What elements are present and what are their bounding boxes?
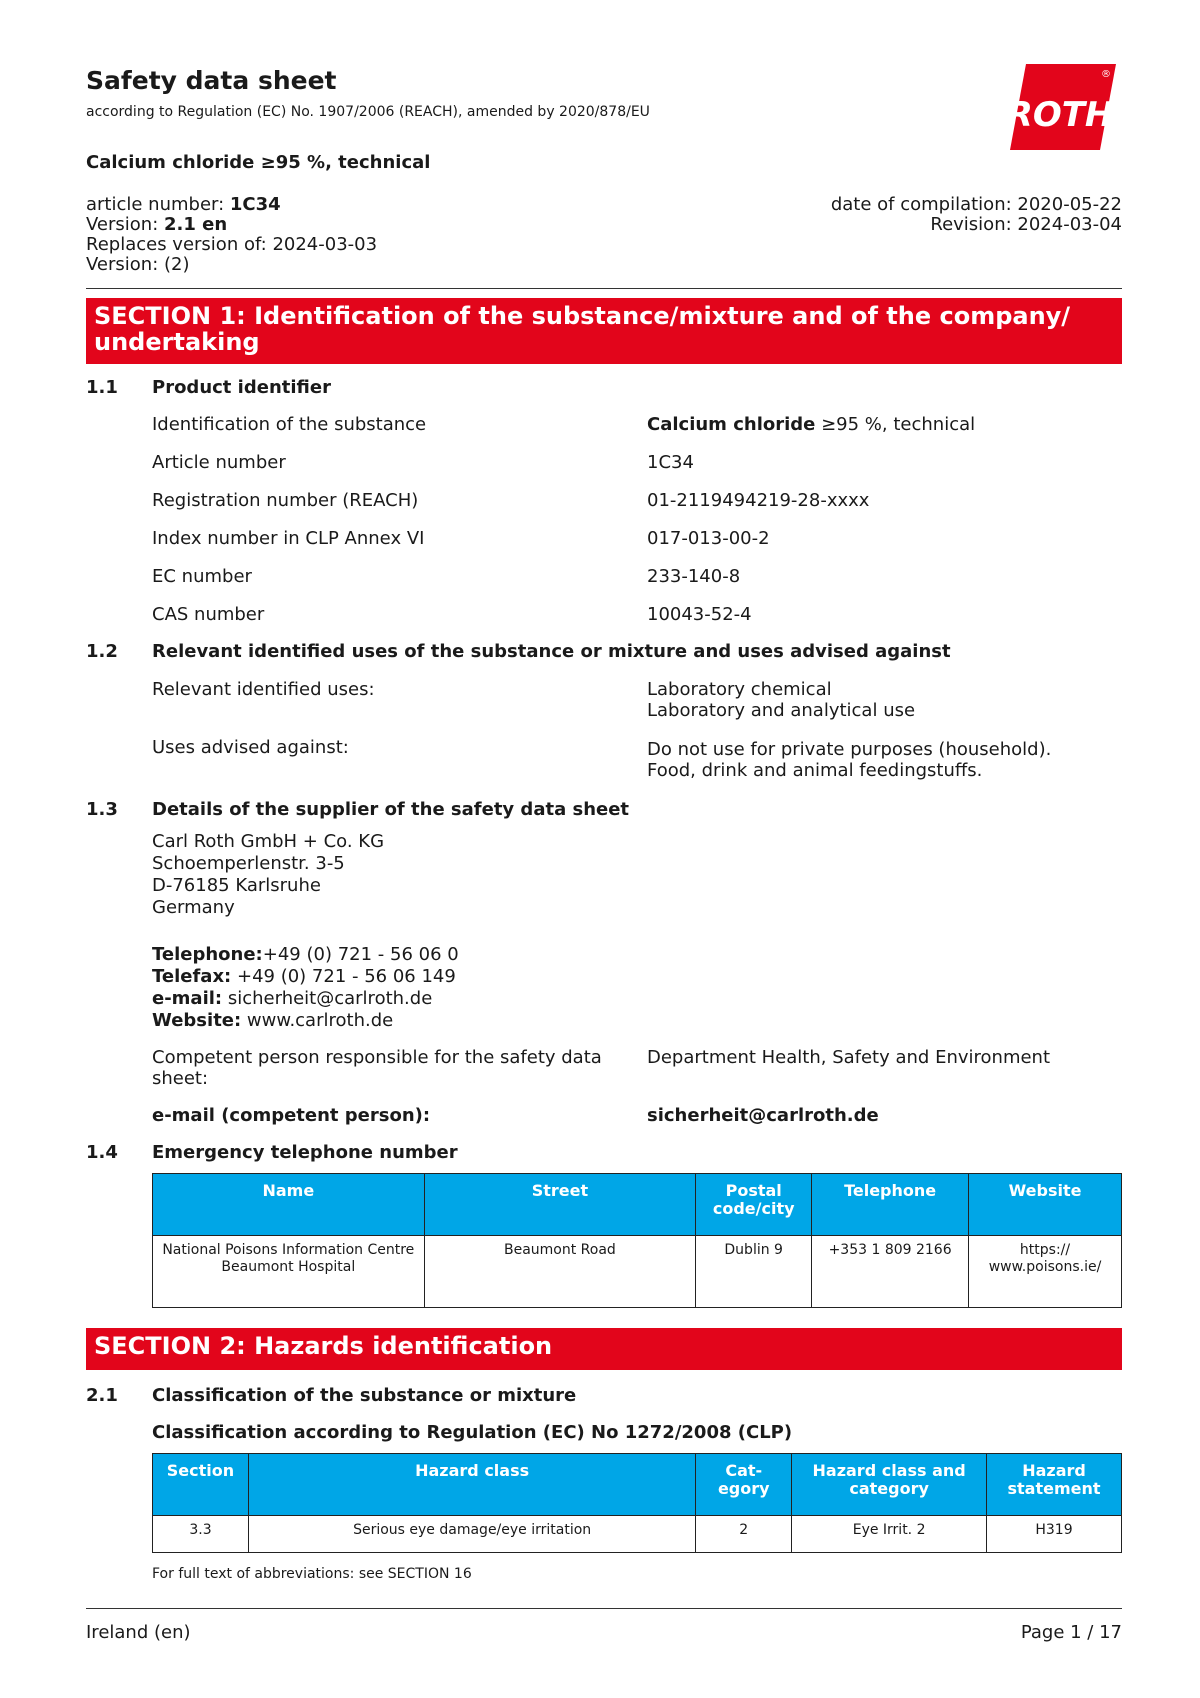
email-value[interactable]: sicherheit@carlroth.de (222, 988, 433, 1009)
subsection-number: 1.4 (86, 1142, 118, 1163)
roth-logo (1008, 64, 1118, 160)
document-title: Safety data sheet (86, 66, 337, 95)
table-cell: 3.3 (153, 1516, 249, 1553)
table-cell: National Poisons Information Centre Beaumont Hospital (153, 1236, 425, 1308)
emergency-contacts-table (152, 1173, 1122, 1308)
competent-email-label: e-mail (competent person): (152, 1105, 431, 1126)
column-header: Cat- egory (696, 1454, 792, 1516)
identifier-value: Calcium chloride ≥95 %, technical (647, 414, 976, 435)
subsection-title: Relevant identified uses of the substance or mixture and uses advised against (152, 641, 951, 662)
identifier-value: 01-2119494219-28-xxxx (647, 490, 870, 511)
subsection-title: Details of the supplier of the safety data sheet (152, 799, 630, 820)
table-cell: Eye Irrit. 2 (792, 1516, 987, 1553)
table-header-row (153, 1174, 1122, 1236)
supplier-contacts (152, 944, 459, 1032)
subsection-title: Product identifier (152, 377, 331, 398)
subsection-1-3-heading (86, 799, 629, 820)
document-meta-right (831, 195, 1122, 235)
uses-advised-against-label: Uses advised against: (152, 737, 349, 758)
supplier-address: Carl Roth GmbH + Co. KG Schoemperlenstr. 3-5 D-76185 Karlsruhe Germany (152, 831, 385, 918)
abbreviations-footnote: For full text of abbreviations: see SECTION 16 (152, 1566, 472, 1582)
column-header: Hazard class (248, 1454, 695, 1516)
subsection-1-1-heading (86, 377, 331, 398)
table-cell[interactable]: https:// www.poisons.ie/ (969, 1236, 1122, 1308)
date-of-compilation: date of compilation: 2020-05-22 (830, 194, 1122, 215)
page-number: Page 1 / 17 (1020, 1622, 1122, 1643)
uses-advised-against-value: Do not use for private purposes (household). Food, drink and animal feedingstuffs. (647, 739, 1052, 781)
article-number-label: article number: (86, 194, 230, 215)
subsection-number: 1.2 (86, 641, 118, 662)
identifier-label: CAS number (152, 604, 265, 625)
relevant-uses-value: Laboratory chemical Laboratory and analytical use (647, 679, 916, 721)
relevant-uses-label: Relevant identified uses: (152, 679, 375, 700)
identifier-label: Index number in CLP Annex VI (152, 528, 425, 549)
product-name: Calcium chloride ≥95 %, technical (86, 152, 431, 173)
column-header: Postal code/city (696, 1174, 812, 1236)
table-row (153, 1236, 1122, 1308)
subsection-number: 2.1 (86, 1385, 118, 1406)
competent-person-label: Competent person responsible for the safety data sheet: (152, 1047, 602, 1089)
identifier-label: Registration number (REACH) (152, 490, 419, 511)
subsection-2-1-heading (86, 1385, 576, 1406)
identifier-value: 017-013-00-2 (647, 528, 770, 549)
subsection-number: 1.3 (86, 799, 118, 820)
telephone-label: Telephone: (152, 944, 263, 965)
column-header: Hazard class and category (792, 1454, 987, 1516)
competent-person-value: Department Health, Safety and Environment (647, 1047, 1051, 1068)
table-cell: Serious eye damage/eye irritation (248, 1516, 695, 1553)
classification-subtitle: Classification according to Regulation (EC) No 1272/2008 (CLP) (152, 1422, 793, 1443)
header-divider (86, 288, 1122, 289)
table-cell: +353 1 809 2166 (812, 1236, 969, 1308)
subsection-number: 1.1 (86, 377, 118, 398)
column-header: Telephone (812, 1174, 969, 1236)
table-row (153, 1516, 1122, 1553)
identifier-value: 10043-52-4 (647, 604, 752, 625)
article-number-value: 1C34 (229, 194, 281, 215)
identifier-label: Article number (152, 452, 286, 473)
document-subtitle: according to Regulation (EC) No. 1907/2006 (REACH), amended by 2020/878/EU (86, 104, 650, 120)
subsection-title: Classification of the substance or mixture (152, 1385, 577, 1406)
subsection-1-4-heading (86, 1142, 458, 1163)
telefax-label: Telefax: (152, 966, 232, 987)
email-label: e-mail: (152, 988, 223, 1009)
identifier-value: 233-140-8 (647, 566, 741, 587)
logo-text: ROTH (1008, 95, 1114, 135)
version-value: 2.1 en (163, 214, 228, 235)
table-cell: Dublin 9 (696, 1236, 812, 1308)
telefax-value: +49 (0) 721 - 56 06 149 (231, 966, 456, 987)
table-cell: Beaumont Road (424, 1236, 696, 1308)
roth-logo-icon (1008, 64, 1118, 160)
version-label: Version: (86, 214, 164, 235)
section-1-title: SECTION 1: Identification of the substance/mixture and of the company/ undertaking (86, 298, 1122, 364)
column-header: Section (153, 1454, 249, 1516)
identifier-label: EC number (152, 566, 252, 587)
section-2-title: SECTION 2: Hazards identification (86, 1328, 1122, 1370)
revision-date: Revision: 2024-03-04 (930, 214, 1122, 235)
replaces-version: Replaces version of: 2024-03-03 (86, 234, 378, 255)
website-label: Website: (152, 1010, 242, 1031)
replaces-version-number: Version: (2) (86, 254, 190, 275)
column-header: Name (153, 1174, 425, 1236)
column-header: Website (969, 1174, 1122, 1236)
identifier-label: Identification of the substance (152, 414, 427, 435)
registered-mark: ® (1101, 69, 1111, 80)
competent-email-value[interactable]: sicherheit@carlroth.de (647, 1105, 879, 1126)
document-meta-left (86, 195, 377, 275)
footer-country: Ireland (en) (86, 1622, 191, 1643)
website-value[interactable]: www.carlroth.de (241, 1010, 394, 1031)
telephone-value: +49 (0) 721 - 56 06 0 (262, 944, 459, 965)
identifier-value: 1C34 (647, 452, 694, 473)
table-cell: H319 (987, 1516, 1122, 1553)
classification-table (152, 1453, 1122, 1553)
column-header: Street (424, 1174, 696, 1236)
footer-divider (86, 1608, 1122, 1609)
subsection-1-2-heading (86, 641, 951, 662)
table-header-row (153, 1454, 1122, 1516)
column-header: Hazard statement (987, 1454, 1122, 1516)
table-cell: 2 (696, 1516, 792, 1553)
subsection-title: Emergency telephone number (152, 1142, 458, 1163)
